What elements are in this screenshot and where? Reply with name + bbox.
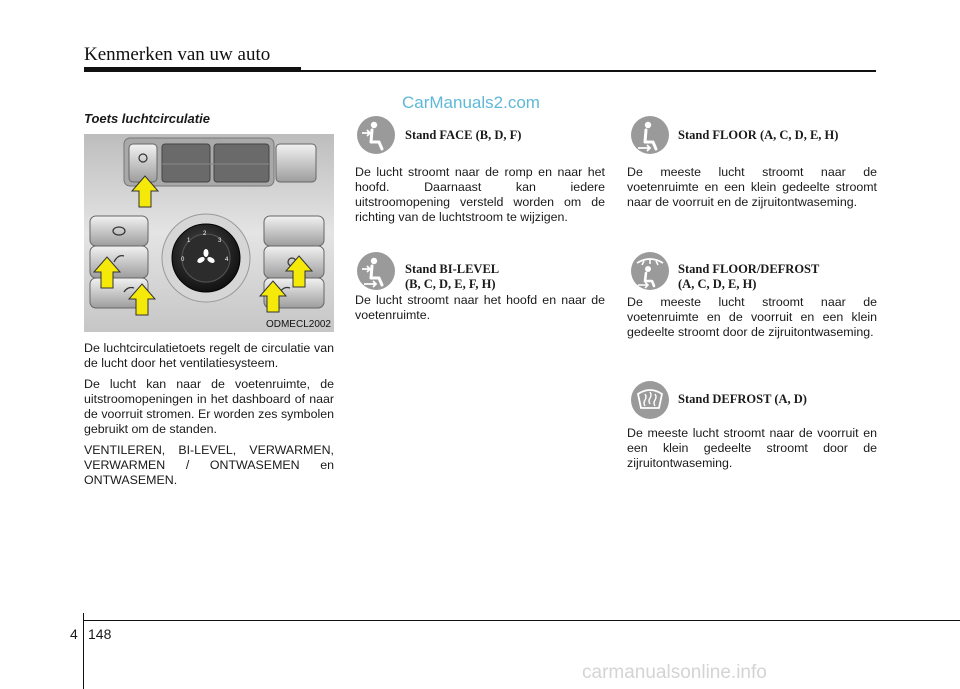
mode-defrost-title: Stand DEFROST (A, D) (678, 392, 807, 406)
page-number-value: 148 (88, 626, 112, 642)
mode-floor-defrost-text: De meeste lucht stroomt naar de voetenruimte en de voorruit en een klein gedeelte stroomt door de zijruitontwaseming. (627, 295, 877, 339)
header-bar (84, 67, 301, 72)
climate-panel-illustration (84, 134, 334, 332)
mode-bi-level-title (405, 262, 499, 292)
mode-bi-level-text: De lucht stroomt naar het hoofd en naar de voetenruimte. (355, 293, 605, 322)
intro-text (84, 341, 334, 494)
dial-label-0: 0 (181, 257, 185, 263)
figure-code: ODMECL2002 (265, 319, 331, 330)
floor-defrost-mode-icon (630, 251, 670, 291)
section-heading: Toets luchtcirculatie (84, 111, 210, 126)
watermark-bottom: carmanualsonline.info (582, 662, 767, 683)
header-rule (301, 70, 876, 72)
dial-label-4: 4 (225, 257, 229, 263)
mode-floor-title: Stand FLOOR (A, C, D, E, H) (678, 128, 839, 142)
intro-paragraph-2: De lucht kan naar de voetenruimte, de uitstroomopeningen in het dashboard of naar de voorruit stromen. Er worden zes symbolen gebruikt om de standen. (84, 377, 334, 436)
mode-bi-level-title-line2: (B, C, D, E, F, H) (405, 277, 496, 291)
mode-bi-level-title-line1: Stand BI-LEVEL (405, 262, 500, 276)
footer-horizontal-rule (83, 620, 960, 621)
mode-defrost-text: De meeste lucht stroomt naar de voorruit en een klein gedeelte stroomt door de zijruitontwaseming. (627, 426, 877, 470)
header-title: Kenmerken van uw auto (84, 44, 271, 65)
footer-vertical-rule (83, 613, 84, 689)
floor-mode-icon (630, 115, 670, 155)
mode-floor-defrost-title-line2: (A, C, D, E, H) (678, 277, 757, 291)
watermark-top: CarManuals2.com (402, 93, 540, 112)
mode-floor-text: De meeste lucht stroomt naar de voetenruimte en een klein gedeelte stroomt naar de voorruit en de zijruitontwaseming. (627, 165, 877, 209)
section-number: 4 (70, 626, 78, 642)
bi-level-mode-icon (356, 251, 396, 291)
mode-face-title: Stand FACE (B, D, F) (405, 128, 522, 142)
climate-control-figure (84, 134, 334, 332)
intro-paragraph-1: De luchtcirculatietoets regelt de circulatie van de lucht door het ventilatiesysteem. (84, 341, 334, 370)
face-mode-icon (356, 115, 396, 155)
intro-paragraph-3: VENTILEREN, BI-LEVEL, VERWARMEN, VERWARMEN / ONTWASEMEN en ONTWASEMEN. (84, 443, 334, 487)
dial-label-3: 3 (218, 238, 222, 244)
mode-face-text: De lucht stroomt naar de romp en naar het hoofd. Daarnaast kan iedere uitstroomopening versteld worden om de richting van de luchtstroom te wijzigen. (355, 165, 605, 224)
mode-floor-defrost-title (678, 262, 819, 292)
dial-label-2: 2 (203, 231, 207, 237)
dial-label-1: 1 (187, 238, 191, 244)
mode-floor-defrost-title-line1: Stand FLOOR/DEFROST (678, 262, 820, 276)
defrost-mode-icon (630, 380, 670, 420)
